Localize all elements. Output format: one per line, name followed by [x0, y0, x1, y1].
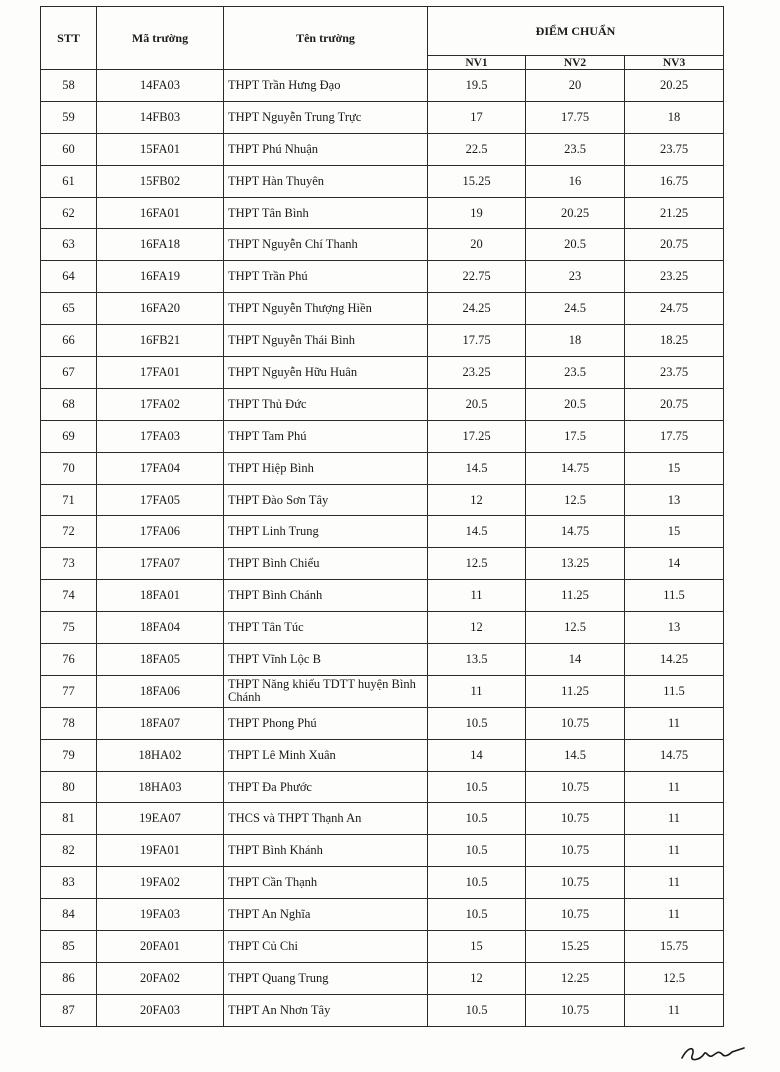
table-row: [41, 739, 724, 771]
cell-stt: 76: [41, 644, 97, 676]
cell-ma-truong: 19FA02: [97, 867, 224, 899]
cell-ma-truong: 15FB02: [97, 165, 224, 197]
cell-nv1: 20.5: [428, 388, 526, 420]
cell-nv3: 14.75: [625, 739, 724, 771]
cell-nv3: 21.25: [625, 197, 724, 229]
cell-nv3: 15: [625, 452, 724, 484]
cell-nv3: 11: [625, 867, 724, 899]
cell-nv2: 20.25: [526, 197, 625, 229]
table-row: [41, 101, 724, 133]
cell-nv3: 13: [625, 612, 724, 644]
cell-nv3: 20.75: [625, 229, 724, 261]
cell-nv3: 11.5: [625, 675, 724, 707]
table-row: [41, 325, 724, 357]
cell-stt: 67: [41, 357, 97, 389]
cell-nv1: 15: [428, 931, 526, 963]
cell-ma-truong: 18FA06: [97, 675, 224, 707]
cell-stt: 85: [41, 931, 97, 963]
table-row: [41, 931, 724, 963]
cell-stt: 61: [41, 165, 97, 197]
cell-nv1: 22.5: [428, 133, 526, 165]
cell-stt: 79: [41, 739, 97, 771]
cell-nv1: 24.25: [428, 293, 526, 325]
cell-stt: 72: [41, 516, 97, 548]
cell-nv1: 17.75: [428, 325, 526, 357]
cell-ten-truong: THPT Bình Chánh: [224, 580, 428, 612]
cell-ten-truong: THPT Lê Minh Xuân: [224, 739, 428, 771]
table-row: [41, 484, 724, 516]
cell-nv3: 23.75: [625, 357, 724, 389]
cell-ma-truong: 18FA05: [97, 644, 224, 676]
table-row: [41, 548, 724, 580]
cell-stt: 75: [41, 612, 97, 644]
cell-ma-truong: 18FA07: [97, 707, 224, 739]
cell-ten-truong: THPT Linh Trung: [224, 516, 428, 548]
cell-nv2: 20: [526, 70, 625, 102]
cell-ma-truong: 17FA05: [97, 484, 224, 516]
cell-nv2: 14.75: [526, 516, 625, 548]
cell-ma-truong: 17FA07: [97, 548, 224, 580]
header-ma-truong: Mã trường: [97, 7, 224, 70]
cell-ten-truong: THPT Cần Thạnh: [224, 867, 428, 899]
cell-stt: 71: [41, 484, 97, 516]
cell-nv3: 23.25: [625, 261, 724, 293]
cell-nv1: 15.25: [428, 165, 526, 197]
header-stt: STT: [41, 7, 97, 70]
cell-nv1: 10.5: [428, 803, 526, 835]
cell-ten-truong: THPT Tân Bình: [224, 197, 428, 229]
cell-nv1: 22.75: [428, 261, 526, 293]
table-row: [41, 835, 724, 867]
cell-ten-truong: THPT Tam Phú: [224, 420, 428, 452]
table-row: [41, 962, 724, 994]
cell-ma-truong: 16FA19: [97, 261, 224, 293]
cell-ma-truong: 19FA03: [97, 899, 224, 931]
cell-ma-truong: 16FA18: [97, 229, 224, 261]
cell-nv1: 11: [428, 675, 526, 707]
cell-nv2: 10.75: [526, 994, 625, 1026]
cell-nv2: 10.75: [526, 867, 625, 899]
cell-stt: 84: [41, 899, 97, 931]
cell-nv1: 14.5: [428, 516, 526, 548]
cell-nv1: 10.5: [428, 835, 526, 867]
cell-ten-truong: THPT Năng khiếu TDTT huyện Bình Chánh: [224, 675, 428, 707]
cell-nv1: 11: [428, 580, 526, 612]
cell-ten-truong: THPT Thủ Đức: [224, 388, 428, 420]
cell-nv2: 20.5: [526, 388, 625, 420]
cell-ten-truong: THPT An Nghĩa: [224, 899, 428, 931]
cell-stt: 81: [41, 803, 97, 835]
cell-nv3: 17.75: [625, 420, 724, 452]
cell-ma-truong: 19EA07: [97, 803, 224, 835]
table-row: [41, 197, 724, 229]
cell-nv3: 14: [625, 548, 724, 580]
cell-ma-truong: 17FA01: [97, 357, 224, 389]
header-row: [41, 7, 724, 56]
cell-nv1: 19.5: [428, 70, 526, 102]
cell-nv1: 12: [428, 962, 526, 994]
cell-nv1: 14: [428, 739, 526, 771]
cell-nv3: 20.25: [625, 70, 724, 102]
cell-ten-truong: THCS và THPT Thạnh An: [224, 803, 428, 835]
cell-ten-truong: THPT Hàn Thuyên: [224, 165, 428, 197]
cell-ma-truong: 17FA04: [97, 452, 224, 484]
cell-nv2: 10.75: [526, 899, 625, 931]
table-row: [41, 867, 724, 899]
cell-nv3: 15.75: [625, 931, 724, 963]
cell-nv2: 24.5: [526, 293, 625, 325]
table-row: [41, 644, 724, 676]
cell-stt: 73: [41, 548, 97, 580]
cell-nv2: 20.5: [526, 229, 625, 261]
cell-ma-truong: 20FA01: [97, 931, 224, 963]
cell-nv3: 13: [625, 484, 724, 516]
cell-nv3: 11: [625, 835, 724, 867]
table-row: [41, 133, 724, 165]
cell-nv3: 12.5: [625, 962, 724, 994]
cell-ten-truong: THPT Đa Phước: [224, 771, 428, 803]
cell-ten-truong: THPT Phong Phú: [224, 707, 428, 739]
cell-ten-truong: THPT Hiệp Bình: [224, 452, 428, 484]
table-row: [41, 357, 724, 389]
cell-ten-truong: THPT Trần Hưng Đạo: [224, 70, 428, 102]
cell-nv2: 16: [526, 165, 625, 197]
table-row: [41, 420, 724, 452]
table-row: [41, 994, 724, 1026]
cell-stt: 78: [41, 707, 97, 739]
cell-nv2: 14: [526, 644, 625, 676]
cell-nv1: 19: [428, 197, 526, 229]
header-nv2: NV2: [526, 56, 625, 70]
cell-stt: 62: [41, 197, 97, 229]
cell-stt: 77: [41, 675, 97, 707]
cell-ma-truong: 17FA02: [97, 388, 224, 420]
cell-ten-truong: THPT Nguyễn Thái Bình: [224, 325, 428, 357]
cell-nv2: 11.25: [526, 675, 625, 707]
cell-nv2: 10.75: [526, 803, 625, 835]
cell-nv2: 17.75: [526, 101, 625, 133]
cell-ten-truong: THPT Bình Chiểu: [224, 548, 428, 580]
cell-nv2: 14.75: [526, 452, 625, 484]
cell-ten-truong: THPT Nguyễn Trung Trực: [224, 101, 428, 133]
cell-nv1: 10.5: [428, 771, 526, 803]
cell-nv1: 12.5: [428, 548, 526, 580]
table-row: [41, 771, 724, 803]
cell-ten-truong: THPT Nguyễn Thượng Hiền: [224, 293, 428, 325]
cell-nv2: 14.5: [526, 739, 625, 771]
cell-nv2: 12.5: [526, 612, 625, 644]
table-row: [41, 388, 724, 420]
cell-nv1: 10.5: [428, 867, 526, 899]
table-row: [41, 612, 724, 644]
table-row: [41, 452, 724, 484]
table-row: [41, 899, 724, 931]
cell-nv2: 10.75: [526, 771, 625, 803]
cell-nv3: 11: [625, 707, 724, 739]
table-body: [41, 70, 724, 1027]
cell-ma-truong: 18HA02: [97, 739, 224, 771]
cell-ten-truong: THPT Nguyễn Chí Thanh: [224, 229, 428, 261]
cell-nv1: 12: [428, 484, 526, 516]
cell-nv3: 15: [625, 516, 724, 548]
cell-nv3: 11: [625, 899, 724, 931]
cell-stt: 68: [41, 388, 97, 420]
cell-nv1: 23.25: [428, 357, 526, 389]
header-diem-chuan: ĐIỂM CHUẨN: [428, 7, 724, 56]
cell-ma-truong: 15FA01: [97, 133, 224, 165]
cell-ten-truong: THPT Củ Chi: [224, 931, 428, 963]
table-row: [41, 803, 724, 835]
cell-nv3: 11.5: [625, 580, 724, 612]
cell-stt: 59: [41, 101, 97, 133]
cell-nv3: 11: [625, 771, 724, 803]
cell-stt: 80: [41, 771, 97, 803]
cell-ten-truong: THPT Trần Phú: [224, 261, 428, 293]
header-ten-truong: Tên trường: [224, 7, 428, 70]
cell-nv3: 11: [625, 803, 724, 835]
cell-nv3: 11: [625, 994, 724, 1026]
cell-nv3: 18: [625, 101, 724, 133]
cell-stt: 63: [41, 229, 97, 261]
cell-nv2: 10.75: [526, 835, 625, 867]
signature: [678, 1040, 748, 1066]
cell-stt: 60: [41, 133, 97, 165]
cell-stt: 83: [41, 867, 97, 899]
header-nv1: NV1: [428, 56, 526, 70]
cell-nv2: 12.25: [526, 962, 625, 994]
cell-nv2: 13.25: [526, 548, 625, 580]
cell-nv1: 20: [428, 229, 526, 261]
cell-nv1: 10.5: [428, 994, 526, 1026]
table-row: [41, 261, 724, 293]
table-row: [41, 707, 724, 739]
cell-nv1: 12: [428, 612, 526, 644]
cell-ma-truong: 14FA03: [97, 70, 224, 102]
cell-stt: 87: [41, 994, 97, 1026]
cell-nv3: 20.75: [625, 388, 724, 420]
cell-ten-truong: THPT Tân Túc: [224, 612, 428, 644]
cell-nv3: 24.75: [625, 293, 724, 325]
cell-nv2: 11.25: [526, 580, 625, 612]
cell-ma-truong: 17FA06: [97, 516, 224, 548]
cell-stt: 82: [41, 835, 97, 867]
cell-nv2: 23.5: [526, 133, 625, 165]
cell-nv1: 10.5: [428, 899, 526, 931]
cell-ten-truong: THPT Phú Nhuận: [224, 133, 428, 165]
cell-ten-truong: THPT Quang Trung: [224, 962, 428, 994]
cell-ma-truong: 18FA01: [97, 580, 224, 612]
cell-stt: 86: [41, 962, 97, 994]
cell-stt: 66: [41, 325, 97, 357]
cell-stt: 69: [41, 420, 97, 452]
cell-nv3: 18.25: [625, 325, 724, 357]
cell-nv1: 17.25: [428, 420, 526, 452]
cell-stt: 74: [41, 580, 97, 612]
cell-nv2: 15.25: [526, 931, 625, 963]
cell-ma-truong: 17FA03: [97, 420, 224, 452]
cell-nv3: 16.75: [625, 165, 724, 197]
cell-ma-truong: 18HA03: [97, 771, 224, 803]
table-row: [41, 165, 724, 197]
cell-nv3: 23.75: [625, 133, 724, 165]
table-row: [41, 229, 724, 261]
cell-ma-truong: 16FA01: [97, 197, 224, 229]
cell-ten-truong: THPT Đào Sơn Tây: [224, 484, 428, 516]
cell-ma-truong: 16FB21: [97, 325, 224, 357]
cell-ten-truong: THPT Bình Khánh: [224, 835, 428, 867]
table-row: [41, 70, 724, 102]
cell-ten-truong: THPT An Nhơn Tây: [224, 994, 428, 1026]
cell-ma-truong: 20FA03: [97, 994, 224, 1026]
cell-nv1: 13.5: [428, 644, 526, 676]
cell-nv2: 12.5: [526, 484, 625, 516]
cell-ten-truong: THPT Vĩnh Lộc B: [224, 644, 428, 676]
cell-nv3: 14.25: [625, 644, 724, 676]
cell-nv1: 17: [428, 101, 526, 133]
cell-stt: 70: [41, 452, 97, 484]
cell-stt: 58: [41, 70, 97, 102]
admission-scores-table: [40, 6, 724, 1027]
table-row: [41, 580, 724, 612]
cell-nv1: 10.5: [428, 707, 526, 739]
table-row: [41, 293, 724, 325]
cell-ma-truong: 20FA02: [97, 962, 224, 994]
cell-ma-truong: 19FA01: [97, 835, 224, 867]
cell-nv1: 14.5: [428, 452, 526, 484]
cell-stt: 65: [41, 293, 97, 325]
cell-nv2: 10.75: [526, 707, 625, 739]
cell-nv2: 23: [526, 261, 625, 293]
table-row: [41, 675, 724, 707]
cell-stt: 64: [41, 261, 97, 293]
cell-nv2: 23.5: [526, 357, 625, 389]
header-nv3: NV3: [625, 56, 724, 70]
cell-ma-truong: 14FB03: [97, 101, 224, 133]
cell-ma-truong: 16FA20: [97, 293, 224, 325]
cell-ma-truong: 18FA04: [97, 612, 224, 644]
cell-nv2: 17.5: [526, 420, 625, 452]
cell-ten-truong: THPT Nguyễn Hữu Huân: [224, 357, 428, 389]
cell-nv2: 18: [526, 325, 625, 357]
table-row: [41, 516, 724, 548]
